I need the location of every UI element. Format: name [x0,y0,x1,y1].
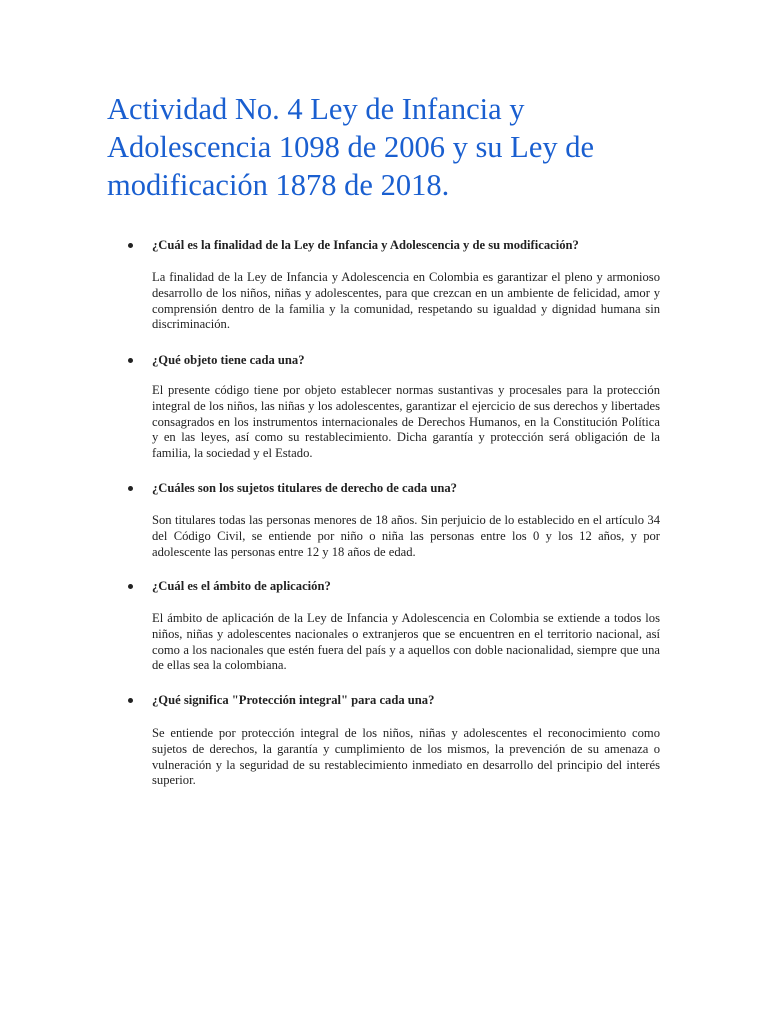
bullet-icon [128,243,133,248]
question-heading: ¿Qué significa "Protección integral" para cada una? [152,693,435,707]
bullet-icon [128,486,133,491]
answer-paragraph: El presente código tiene por objeto establecer normas sustantivas y procesales para la protección integral de los niños, las niñas y los adolescentes, garantizar el ejercicio de sus derechos y libertades consagrados en los instrumentos internacionales de Derechos Humanos, en la Constitución Política y en las leyes, así como su restablecimiento. Dicha garantía y protección será obligación de la familia, la sociedad y el Estado. [152,383,660,461]
bullet-icon [128,698,133,703]
question-heading: ¿Qué objeto tiene cada una? [152,353,305,367]
document-title: Actividad No. 4 Ley de Infancia y Adolescencia 1098 de 2006 y su Ley de modificación 1878 de 2018. [107,92,595,202]
bullet-icon [128,358,133,363]
question-heading: ¿Cuáles son los sujetos titulares de derecho de cada una? [152,481,457,495]
bullet-icon [128,584,133,589]
answer-paragraph: La finalidad de la Ley de Infancia y Adolescencia en Colombia es garantizar el pleno y armonioso desarrollo de los niños, niñas y adolescentes, para que crezcan en un ambiente de felicidad, amor y comprensión dentro de la familia y la comunidad, respetando su igualdad y dignidad humana sin discriminación. [152,270,660,332]
answer-paragraph: Son titulares todas las personas menores de 18 años. Sin perjuicio de lo establecido en el artículo 34 del Código Civil, se entiende por niño o niña las personas entre los 0 y los 12 años, y por adolescente las personas entre 12 y 18 años de edad. [152,513,660,559]
answer-paragraph: Se entiende por protección integral de los niños, niñas y adolescentes el reconocimiento como sujetos de derechos, la garantía y cumplimiento de los mismos, la prevención de su amenaza o vulneración y la seguridad de su restablecimiento inmediato en desarrollo del principio del interés superior. [152,726,660,788]
question-heading: ¿Cuál es el ámbito de aplicación? [152,579,331,593]
answer-paragraph: El ámbito de aplicación de la Ley de Infancia y Adolescencia en Colombia se extiende a todos los niños, niñas y adolescentes nacionales o extranjeros que se encuentren en el territorio nacional, así como a los nacionales que estén fuera del país y a aquellos con doble nacionalidad, siempre que una de ellas sea la colombiana. [152,611,660,673]
question-heading: ¿Cuál es la finalidad de la Ley de Infancia y Adolescencia y de su modificación? [152,238,579,252]
